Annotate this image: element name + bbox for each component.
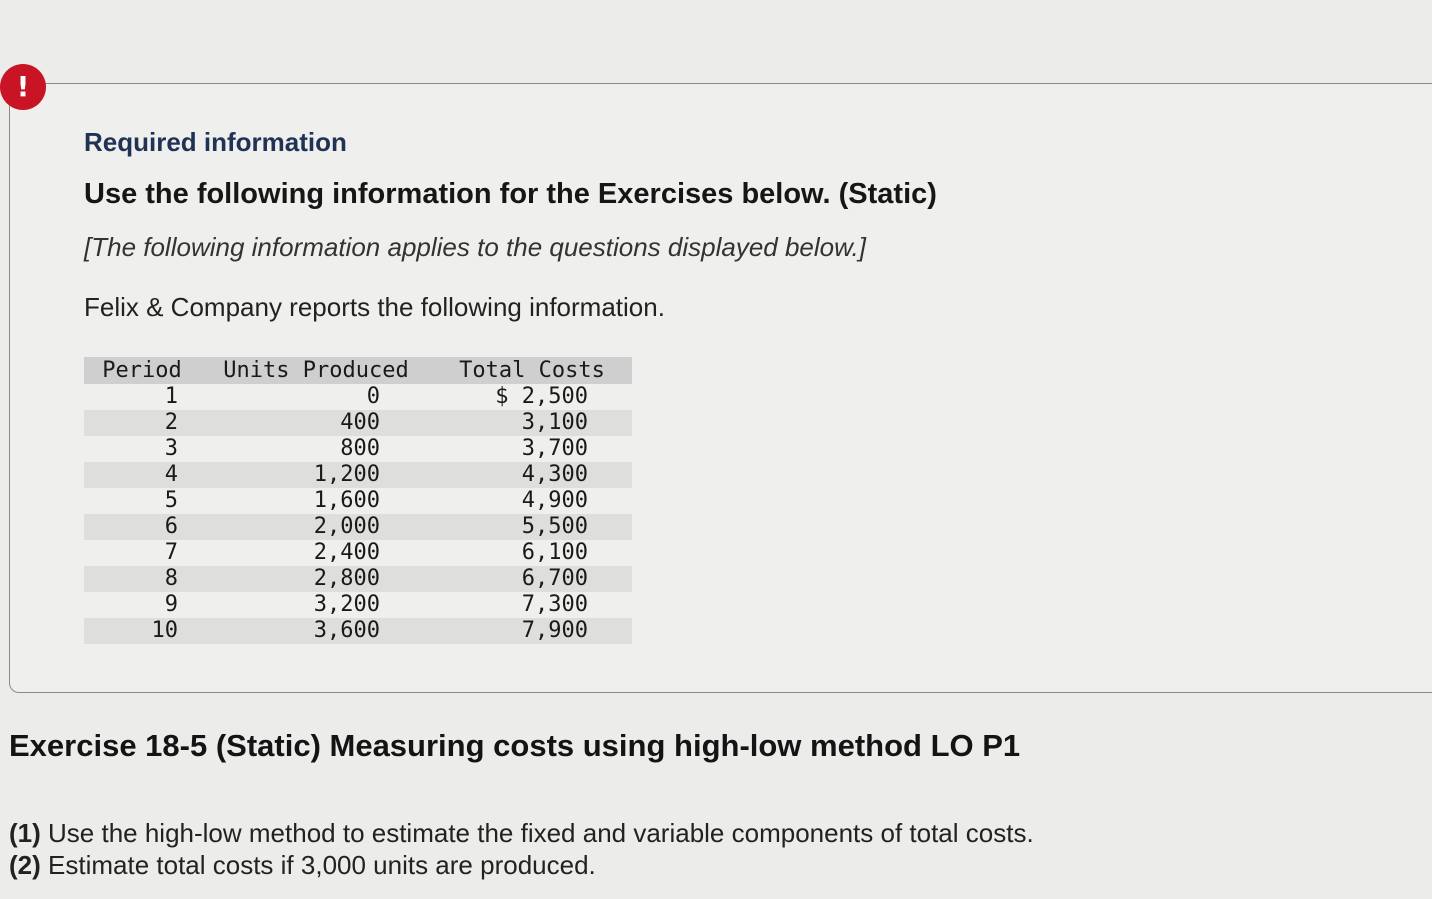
units-cell: 400 — [200, 410, 432, 436]
header-units-produced: Units Produced — [200, 357, 432, 384]
units-cell: 0 — [366, 384, 380, 409]
costs-cell: 4,900 — [521, 488, 588, 513]
required-info-heading: Required information — [84, 127, 347, 157]
table-row — [84, 592, 632, 618]
units-cell: 1,200 — [200, 462, 432, 488]
table-row — [84, 410, 632, 436]
cost-data-table — [84, 357, 632, 644]
question-text: Use the high-low method to estimate the fixed and variable components of total costs. — [48, 818, 1034, 848]
costs-cell: 6,700 — [432, 566, 632, 592]
header-period: Period — [84, 357, 200, 384]
period-cell: 4 — [84, 462, 200, 488]
table-row — [84, 540, 632, 566]
intro-text: Felix & Company reports the following information. — [84, 292, 665, 322]
costs-cell: $ 2,500 — [495, 384, 588, 409]
units-cell: 800 — [340, 436, 380, 461]
period-cell: 8 — [84, 566, 200, 592]
units-cell: 3,200 — [313, 592, 380, 617]
question-text: Estimate total costs if 3,000 units are produced. — [48, 850, 596, 880]
table-row — [84, 384, 632, 410]
alert-icon: ! — [0, 64, 46, 110]
units-cell: 2,000 — [200, 514, 432, 540]
period-cell: 3 — [164, 436, 178, 461]
period-cell: 5 — [164, 488, 178, 513]
table-row — [84, 566, 632, 592]
table-row — [84, 462, 632, 488]
costs-cell: 3,100 — [432, 410, 632, 436]
question-number: (2) — [9, 850, 41, 880]
period-cell: 10 — [84, 618, 200, 644]
exercise-title: Exercise 18-5 (Static) Measuring costs using high-low method LO P1 — [9, 728, 1021, 763]
applies-note: [The following information applies to the questions displayed below.] — [84, 232, 866, 262]
units-cell: 2,400 — [313, 540, 380, 565]
units-cell: 2,800 — [200, 566, 432, 592]
period-cell: 2 — [84, 410, 200, 436]
costs-cell: 7,300 — [521, 592, 588, 617]
costs-cell: 6,100 — [521, 540, 588, 565]
instruction-heading: Use the following information for the Exercises below. (Static) — [84, 178, 937, 210]
question-2 — [9, 850, 596, 881]
costs-cell: 5,500 — [432, 514, 632, 540]
header-total-costs: Total Costs — [432, 357, 632, 384]
period-cell: 1 — [164, 384, 178, 409]
table-row — [84, 488, 632, 514]
table-row — [84, 436, 632, 462]
table-row — [84, 618, 632, 644]
question-number: (1) — [9, 818, 41, 848]
table-header-row — [84, 357, 632, 384]
table-row — [84, 514, 632, 540]
question-1 — [9, 818, 1034, 849]
costs-cell: 7,900 — [432, 618, 632, 644]
units-cell: 3,600 — [200, 618, 432, 644]
period-cell: 6 — [84, 514, 200, 540]
period-cell: 7 — [164, 540, 178, 565]
units-cell: 1,600 — [313, 488, 380, 513]
costs-cell: 3,700 — [521, 436, 588, 461]
period-cell: 9 — [164, 592, 178, 617]
costs-cell: 4,300 — [432, 462, 632, 488]
